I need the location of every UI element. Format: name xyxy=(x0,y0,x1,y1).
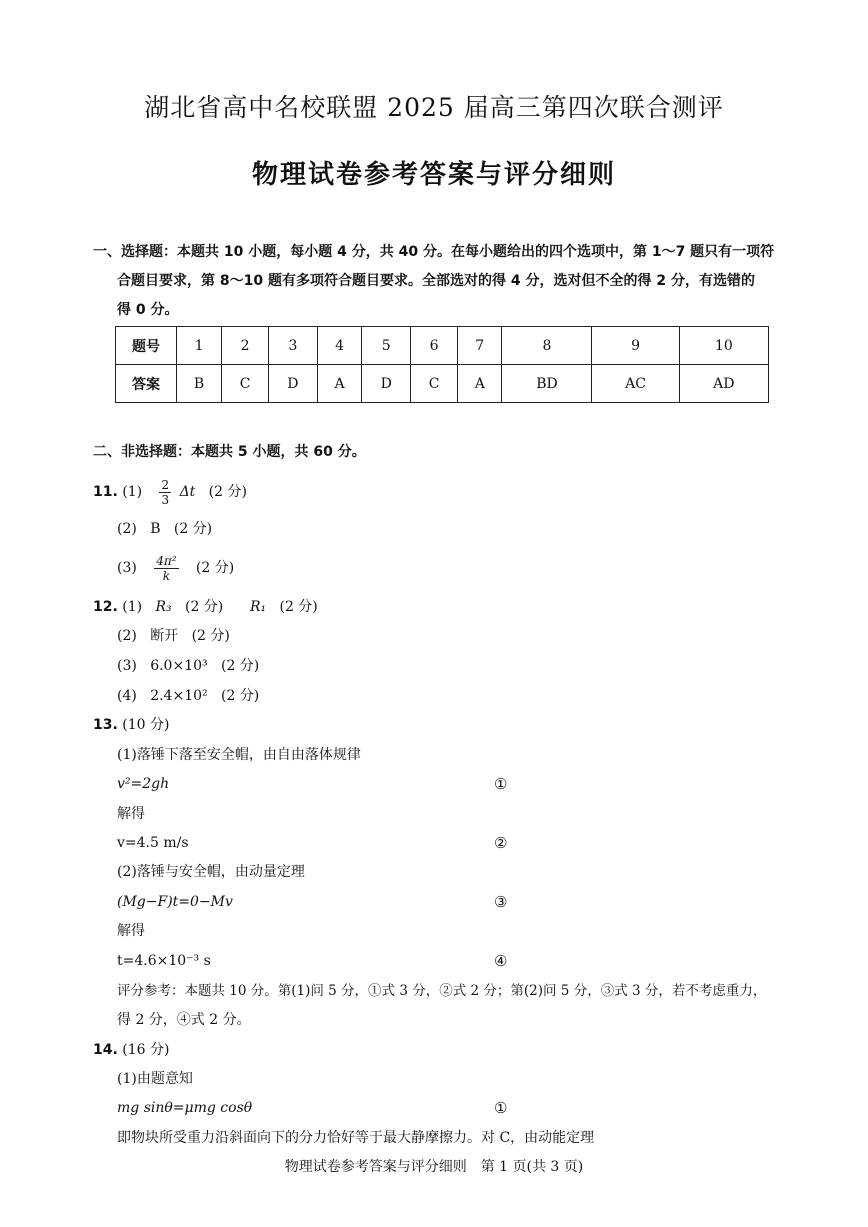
answer-value: 6.0×10³ xyxy=(150,658,208,674)
score-note: (2 分) xyxy=(191,628,230,644)
fraction-numerator: 4π² xyxy=(156,553,177,568)
q13-line3: (2)落锤与安全帽，由动量定理 xyxy=(117,864,305,880)
table-header-cell: 题号 xyxy=(116,327,177,365)
equation-marker: ④ xyxy=(494,952,508,970)
answer-value: Δt xyxy=(179,484,196,500)
table-cell: A xyxy=(458,365,502,403)
table-cell: 5 xyxy=(362,327,411,365)
section1-line2: 合题目要求，第 8～10 题有多项符合题目要求。全部选对的得 4 分，选对但不全的得 2 分，有选错的 xyxy=(117,273,755,289)
table-cell: 6 xyxy=(411,327,458,365)
fraction xyxy=(159,478,171,507)
table-cell: 8 xyxy=(502,327,592,365)
q13-scoring-note-1: 评分参考：本题共 10 分。第(1)问 5 分，①式 3 分，②式 2 分；第(2)问 5 分，③式 3 分，若不考虑重力， xyxy=(117,983,767,999)
table-cell: 7 xyxy=(458,327,502,365)
equation-marker: ① xyxy=(494,775,508,793)
q14-line2: 即物块所受重力沿斜面向下的分力恰好等于最大静摩擦力。对 C，由动能定理 xyxy=(117,1130,595,1146)
table-cell: 9 xyxy=(592,327,679,365)
part-label: (2) xyxy=(117,521,137,537)
q13-header xyxy=(93,710,169,740)
table-cell: 4 xyxy=(317,327,361,365)
table-cell: D xyxy=(362,365,411,403)
table-cell: C xyxy=(411,365,458,403)
score-note: (2 分) xyxy=(208,484,247,500)
fraction-denominator: k xyxy=(162,568,171,583)
q12-part3 xyxy=(117,651,259,681)
fraction-numerator: 2 xyxy=(161,477,170,492)
answer-value: 2.4×10² xyxy=(150,688,208,704)
page-footer: 物理试卷参考答案与评分细则 第 1 页(共 3 页) xyxy=(284,1159,584,1175)
q14-header xyxy=(93,1035,169,1065)
q12-part2 xyxy=(117,621,230,651)
answer-value: R₃ xyxy=(155,599,172,615)
score-note: (2 分) xyxy=(220,688,260,704)
table-cell: AD xyxy=(679,365,768,403)
question-number: 11. xyxy=(93,484,118,500)
equation-marker: ③ xyxy=(494,893,508,911)
q11-part3 xyxy=(117,553,234,583)
q13-equation3: (Mg−F)t=0−Mv xyxy=(117,894,233,910)
table-cell: B xyxy=(177,365,222,403)
score-note: (2 分) xyxy=(279,599,318,615)
q13-scoring-note-2: 得 2 分，④式 2 分。 xyxy=(117,1012,251,1028)
part-label: (3) xyxy=(117,658,137,674)
table-cell: 2 xyxy=(222,327,269,365)
q13-equation2: v=4.5 m/s xyxy=(117,835,189,851)
score-note: (10 分) xyxy=(122,717,170,733)
q13-equation4: t=4.6×10⁻³ s xyxy=(117,953,211,969)
part-label: (3) xyxy=(117,560,137,576)
question-number: 14. xyxy=(93,1042,118,1058)
q14-equation1: mg sinθ=μmg cosθ xyxy=(117,1100,253,1116)
score-note: (16 分) xyxy=(122,1042,170,1058)
part-label: (4) xyxy=(117,688,137,704)
score-note: (2 分) xyxy=(173,521,213,537)
table-header-cell: 答案 xyxy=(116,365,177,403)
q12-part1 xyxy=(93,592,318,622)
fraction-denominator: 3 xyxy=(161,492,170,507)
q13-equation1: v²=2gh xyxy=(117,776,170,792)
section1-line3: 得 0 分。 xyxy=(117,302,179,318)
part-label: (1) xyxy=(122,599,143,615)
table-cell: D xyxy=(268,365,317,403)
table-cell: 10 xyxy=(679,327,768,365)
q11-part2 xyxy=(117,514,212,544)
equation-marker: ② xyxy=(494,834,508,852)
q12-part4 xyxy=(117,681,259,711)
fraction xyxy=(154,554,178,583)
table-row xyxy=(116,365,769,403)
table-cell: 3 xyxy=(268,327,317,365)
q13-line2: 解得 xyxy=(117,806,145,822)
score-note: (2 分) xyxy=(195,560,235,576)
q11-part1 xyxy=(93,477,247,507)
table-cell: 1 xyxy=(177,327,222,365)
table-cell: BD xyxy=(502,365,592,403)
question-number: 12. xyxy=(93,599,118,615)
answer-value: R₁ xyxy=(249,599,267,615)
table-cell: A xyxy=(317,365,361,403)
exam-title: 湖北省高中名校联盟 2025 届高三第四次联合测评 xyxy=(144,93,724,122)
section1-line1: 一、选择题：本题共 10 小题，每小题 4 分，共 40 分。在每小题给出的四个选项中，第 1～7 题只有一项符 xyxy=(93,244,775,260)
part-label: (1) xyxy=(122,484,143,500)
table-row xyxy=(116,327,769,365)
q14-line1: (1)由题意知 xyxy=(117,1071,193,1087)
document-subtitle: 物理试卷参考答案与评分细则 xyxy=(251,160,616,190)
answer-value: B xyxy=(150,521,161,537)
q13-line4: 解得 xyxy=(117,923,145,939)
section2-heading: 二、非选择题：本题共 5 小题，共 60 分。 xyxy=(93,444,366,460)
table-cell: C xyxy=(222,365,269,403)
answer-value: 断开 xyxy=(150,628,179,644)
score-note: (2 分) xyxy=(220,658,260,674)
q13-line1: (1)落锤下落至安全帽，由自由落体规律 xyxy=(117,747,361,763)
question-number: 13. xyxy=(93,717,118,733)
table-cell: AC xyxy=(592,365,679,403)
part-label: (2) xyxy=(117,628,137,644)
answer-table xyxy=(115,326,769,403)
equation-marker: ① xyxy=(494,1099,508,1117)
score-note: (2 分) xyxy=(184,599,224,615)
